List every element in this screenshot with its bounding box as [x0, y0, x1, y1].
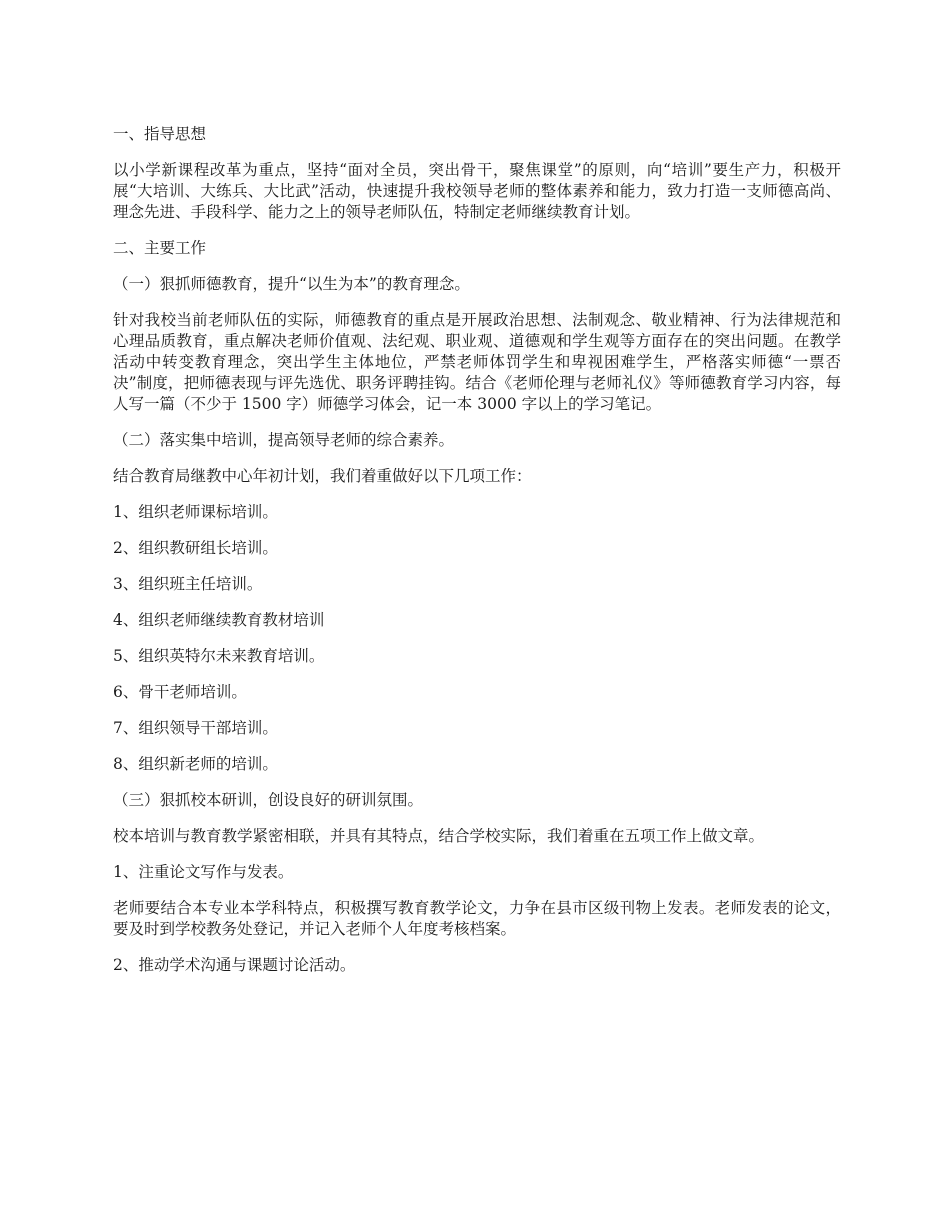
paragraph-ethics-education: 针对我校当前老师队伍的实际，师德教育的重点是开展政治思想、法制观念、敬业精神、行为法律规范和心理品质教育，重点解决老师价值观、法纪观、职业观、道德观和学生观等方面存在的突出问题。在教学活动中转变教育理念，突出学生主体地位，严禁老师体罚学生和卑视困难学生，严格落实师德“一票否决”制度，把师德表现与评先选优、职务评聘挂钩。结合《老师伦理与老师礼仪》等师德教育学习内容，每人写一篇（不少于 1500 字）师德学习体会，记一本 3000 字以上的学习笔记。: [113, 311, 841, 413]
document-body: [113, 124, 841, 991]
list-item: 3、组织班主任培训。: [113, 575, 263, 593]
list-item: 5、组织英特尔未来教育培训。: [113, 647, 325, 665]
list-item: 1、注重论文写作与发表。: [113, 863, 294, 881]
heading-guiding-ideology: 一、指导思想: [113, 125, 207, 143]
list-item: 4、组织老师继续教育教材培训: [113, 611, 325, 629]
subheading-school-based-training: （三）狠抓校本研训，创设良好的研训氛围。: [113, 791, 424, 809]
paragraph-training-intro: 结合教育局继教中心年初计划，我们着重做好以下几项工作：: [113, 467, 532, 485]
list-item: 2、推动学术沟通与课题讨论活动。: [113, 956, 356, 974]
list-item: 1、组织老师课标培训。: [113, 503, 278, 521]
list-item: 2、组织教研组长培训。: [113, 539, 278, 557]
heading-main-work: 二、主要工作: [113, 239, 207, 257]
list-item: 6、骨干老师培训。: [113, 683, 247, 701]
list-item: 8、组织新老师的培训。: [113, 755, 278, 773]
paragraph-school-based-training: 校本培训与教育教学紧密相联，并具有其特点，结合学校实际，我们着重在五项工作上做文章。: [113, 827, 765, 845]
paragraph-paper-writing: 老师要结合本专业本学科特点，积极撰写教育教学论文，力争在县市区级刊物上发表。老师发表的论文，要及时到学校教务处登记，并记入老师个人年度考核档案。: [113, 899, 841, 938]
paragraph-guiding-ideology: 以小学新课程改革为重点，坚持“面对全员，突出骨干，聚焦课堂”的原则，向“培训”要生产力，积极开展“大培训、大练兵、大比武”活动，快速提升我校领导老师的整体素养和能力，致力打造一支师德高尚、理念先进、手段科学、能力之上的领导老师队伍，特制定老师继续教育计划。: [113, 161, 841, 221]
subheading-ethics-education: （一）狠抓师德教育，提升“以生为本”的教育理念。: [113, 275, 470, 293]
subheading-centralized-training: （二）落实集中培训，提高领导老师的综合素养。: [113, 431, 455, 449]
list-item: 7、组织领导干部培训。: [113, 719, 278, 737]
